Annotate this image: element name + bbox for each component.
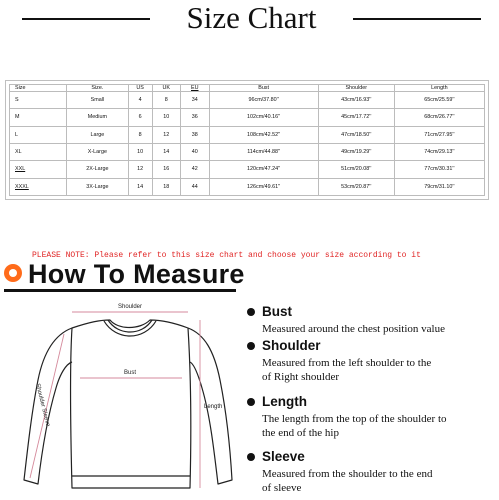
table-header-row [10, 85, 485, 92]
header-bust: Bust [209, 85, 318, 92]
header-eu: EU [181, 85, 210, 92]
sleeve-guide [30, 334, 64, 478]
cell-uk: 10 [152, 109, 181, 126]
cell-eu: 42 [181, 161, 210, 178]
length-label: Length [204, 404, 223, 410]
definition-shoulder [247, 338, 492, 384]
measure-guides [30, 312, 200, 488]
cell-bust: 120cm/47.24'' [209, 161, 318, 178]
cell-bust: 102cm/40.16'' [209, 109, 318, 126]
cell-us: 4 [128, 92, 152, 109]
header-shoulder: Shoulder [318, 85, 394, 92]
cell-size-name: 3X-Large [67, 178, 129, 195]
definition-title: Shoulder [262, 338, 321, 353]
size-chart-title: Size Chart [186, 0, 317, 35]
cell-bust: 96cm/37.80'' [209, 92, 318, 109]
definition-line: of sleeve [262, 482, 302, 494]
cell-length: 65cm/25.59'' [394, 92, 484, 109]
definition-line: of Right shoulder [262, 371, 339, 383]
shoulder-label: Shoulder [117, 304, 143, 310]
definition-sleeve [247, 449, 492, 495]
bullet-icon [247, 398, 255, 406]
cell-eu: 40 [181, 143, 210, 160]
header-us: US [128, 85, 152, 92]
cell-size: XL [10, 143, 67, 160]
cell-shoulder: 47cm/18.50'' [318, 126, 394, 143]
how-to-measure-title: How To Measure [28, 259, 245, 289]
cell-size: XXL [10, 161, 67, 178]
header-size-name: Size. [67, 85, 129, 92]
cell-us: 12 [128, 161, 152, 178]
cell-uk: 12 [152, 126, 181, 143]
cell-eu: 34 [181, 92, 210, 109]
cell-us: 10 [128, 143, 152, 160]
definition-title: Length [262, 394, 307, 409]
definition-title: Sleeve [262, 449, 305, 464]
definition-line: the end of the hip [262, 427, 339, 439]
cell-size-name: 2X-Large [67, 161, 129, 178]
cell-length: 79cm/31.10'' [394, 178, 484, 195]
header-uk: UK [152, 85, 181, 92]
definition-line: Measured from the left shoulder to the [262, 357, 432, 369]
cell-bust: 126cm/49.61'' [209, 178, 318, 195]
bullet-icon [247, 342, 255, 350]
cell-bust: 114cm/44.88'' [209, 143, 318, 160]
cell-us: 14 [128, 178, 152, 195]
title-rule-left [22, 18, 150, 20]
definition-text [262, 412, 492, 440]
header-length: Length [394, 85, 484, 92]
cell-shoulder: 49cm/19.29'' [318, 143, 394, 160]
bullet-icon [247, 453, 255, 461]
cell-size: XXXL [10, 178, 67, 195]
cell-size: L [10, 126, 67, 143]
cell-eu: 44 [181, 178, 210, 195]
definition-title: Bust [262, 304, 292, 319]
header-size: Size [10, 85, 67, 92]
size-table-frame [5, 80, 489, 200]
definition-text [262, 356, 492, 384]
definition-length [247, 394, 492, 440]
definition-line: Measured around the chest position value [262, 323, 445, 335]
title-underline [4, 289, 236, 292]
cell-bust: 108cm/42.52'' [209, 126, 318, 143]
table-row [10, 126, 485, 143]
cell-eu: 38 [181, 126, 210, 143]
bust-label: Bust [123, 370, 137, 376]
cell-size-name: X-Large [67, 143, 129, 160]
table-row [10, 143, 485, 160]
cell-size: S [10, 92, 67, 109]
cell-us: 8 [128, 126, 152, 143]
cell-us: 6 [128, 109, 152, 126]
cell-size-name: Medium [67, 109, 129, 126]
table-row [10, 92, 485, 109]
target-icon [4, 264, 22, 282]
definition-line: The length from the top of the shoulder to [262, 413, 447, 425]
cell-shoulder: 53cm/20.87'' [318, 178, 394, 195]
size-chart-header [0, 0, 499, 40]
cell-uk: 14 [152, 143, 181, 160]
bullet-icon [247, 308, 255, 316]
cell-length: 77cm/30.31'' [394, 161, 484, 178]
cell-uk: 18 [152, 178, 181, 195]
cell-eu: 36 [181, 109, 210, 126]
cell-uk: 16 [152, 161, 181, 178]
cell-shoulder: 43cm/16.93'' [318, 92, 394, 109]
cell-size-name: Small [67, 92, 129, 109]
definition-bust [247, 304, 492, 336]
cell-shoulder: 51cm/20.08'' [318, 161, 394, 178]
cell-length: 68cm/26.77'' [394, 109, 484, 126]
cell-size-name: Large [67, 126, 129, 143]
title-rule-right [353, 18, 481, 20]
size-note: PLEASE NOTE: Please refer to this size chart and choose your size according to it [32, 251, 421, 260]
table-row [10, 178, 485, 195]
cell-uk: 8 [152, 92, 181, 109]
size-table [9, 84, 485, 196]
sweater-outline [24, 320, 232, 488]
sweater-diagram [0, 300, 240, 500]
sleeve-label: Shoulder Sleeve [34, 383, 51, 428]
cell-length: 71cm/27.95'' [394, 126, 484, 143]
cell-size: M [10, 109, 67, 126]
definition-line: Measured from the shoulder to the end [262, 468, 433, 480]
definition-text [262, 467, 492, 495]
cell-length: 74cm/29.13'' [394, 143, 484, 160]
definition-text [262, 322, 492, 336]
table-row [10, 109, 485, 126]
table-row [10, 161, 485, 178]
cell-shoulder: 45cm/17.72'' [318, 109, 394, 126]
